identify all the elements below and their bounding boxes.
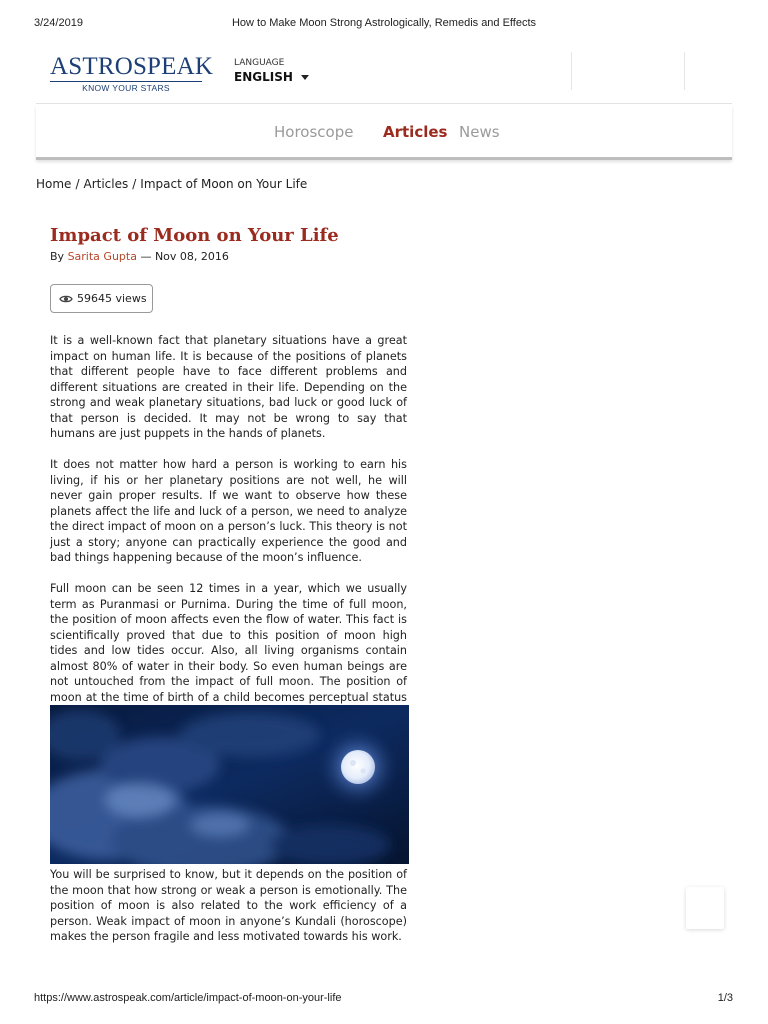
views-count: 59645 views (77, 292, 147, 305)
eye-icon (59, 294, 73, 307)
byline-prefix: By (50, 250, 65, 263)
article-paragraph: It is a well-known fact that planetary situations have a great impact on human life. It is because of the positions of planets that different people have to face different problems and different situations are created in their life. Depending on the strong and weak planetary situations, bad luck or good luck of that person is decided. It may not be wrong to say that humans are just puppets in the hands of planets. (50, 334, 407, 440)
article-paragraph: It does not matter how hard a person is working to earn his living, if his or her planetary positions are not well, he will never gain proper results. If we want to observe how these planets affect the life and luck of a person, we need to analyze the direct impact of moon on a person’s luck. This theory is not just a story; anyone can practically experience the good and bad things happening because of the moon’s influence. (50, 458, 407, 564)
article-paragraph: Full moon can be seen 12 times in a year, which we usually term as Puranmasi or Purnima. During the time of full moon, the position of moon affects even the flow of water. This fact is scientifically proved that due to this position of moon high tides and low tides occur. Also, all living organisms contain almost 80% of water in their body. So even human beings are not untouched from the impact of full moon. The position of moon at the time of birth of a child becomes perceptual status (50, 582, 407, 704)
breadcrumb-home[interactable]: Home (36, 177, 72, 191)
print-url: https://www.astrospeak.com/article/impact-of-moon-on-your-life (34, 992, 342, 1004)
breadcrumb-articles[interactable]: Articles (83, 177, 129, 191)
full-moon-night-sky-image (50, 705, 409, 864)
site-logo[interactable] (50, 53, 214, 93)
author-link[interactable]: Sarita Gupta (67, 250, 137, 263)
language-value[interactable] (234, 70, 309, 84)
print-date: 3/24/2019 (34, 17, 83, 29)
language-value-text: ENGLISH (234, 70, 293, 84)
article-byline (50, 250, 229, 263)
nav-articles[interactable]: Articles (383, 123, 448, 141)
logo-tagline: KNOW YOUR STARS (50, 81, 202, 93)
header-divider (684, 52, 685, 90)
caret-down-icon (301, 75, 309, 80)
breadcrumb (36, 177, 307, 191)
language-selector[interactable] (234, 58, 309, 84)
header-divider (571, 52, 572, 90)
main-nav (36, 106, 732, 160)
nav-news[interactable]: News (459, 123, 500, 141)
print-page-number: 1/3 (717, 992, 733, 1004)
logo-text: ASTROSPEAK (50, 53, 214, 80)
breadcrumb-current: Impact of Moon on Your Life (140, 177, 308, 191)
nav-horoscope[interactable]: Horoscope (274, 123, 354, 141)
article-date: — Nov 08, 2016 (140, 250, 229, 263)
article-title: Impact of Moon on Your Life (50, 225, 339, 246)
article-paragraph: You will be surprised to know, but it depends on the position of the moon that how strong or weak a person is emotionally. The position of moon is also related to the work efficiency of a person. Weak impact of moon in anyone’s Kundali (horoscope) makes the person fragile and less motivated towards his work. (50, 868, 407, 943)
breadcrumb-separator: / (132, 177, 137, 191)
scroll-to-top-button[interactable] (686, 887, 724, 929)
print-doc-title: How to Make Moon Strong Astrologically, Remedis and Effects (231, 17, 537, 29)
site-header (36, 44, 732, 104)
views-badge (50, 284, 153, 313)
language-label: LANGUAGE (234, 58, 285, 68)
breadcrumb-separator: / (75, 177, 80, 191)
